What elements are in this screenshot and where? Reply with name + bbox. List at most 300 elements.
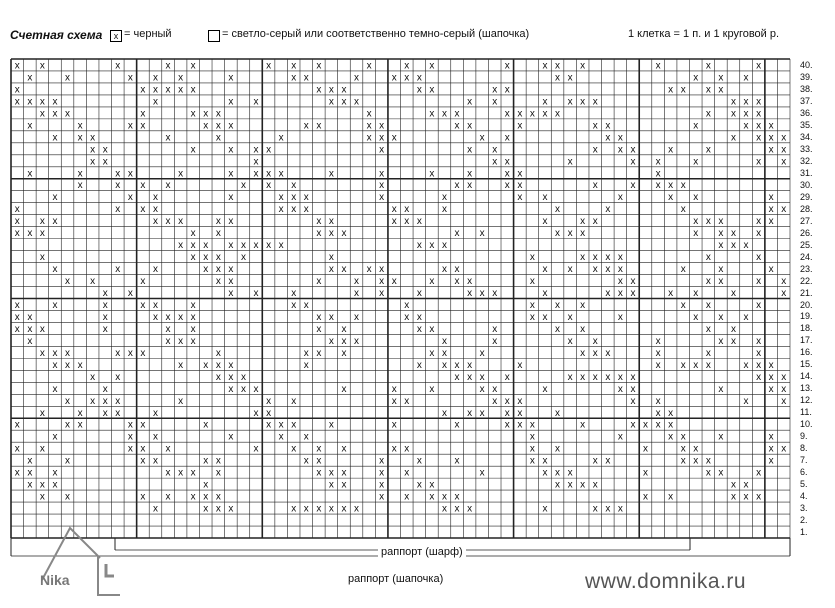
stitch-cross: x [617, 288, 623, 300]
stitch-cross: x [152, 431, 158, 443]
stitch-cross: x [379, 288, 385, 300]
stitch-cross: x [756, 216, 762, 228]
stitch-cross: x [291, 288, 297, 300]
stitch-cross: x [404, 395, 410, 407]
stitch-cross: x [580, 252, 586, 264]
stitch-cross: x [617, 264, 623, 276]
stitch-cross: x [52, 467, 58, 479]
stitch-cross: x [328, 216, 334, 228]
stitch-cross: x [668, 419, 674, 431]
stitch-cross: x [240, 240, 246, 252]
stitch-cross: x [567, 467, 573, 479]
stitch-cross: x [781, 132, 787, 144]
stitch-cross: x [291, 60, 297, 72]
stitch-cross: x [27, 72, 33, 84]
stitch-cross: x [743, 120, 749, 132]
stitch-cross: x [115, 264, 121, 276]
stitch-cross: x [617, 252, 623, 264]
stitch-cross: x [379, 192, 385, 204]
stitch-cross: x [39, 491, 45, 503]
stitch-cross: x [467, 503, 473, 515]
stitch-cross: x [278, 168, 284, 180]
stitch-cross: x [178, 395, 184, 407]
stitch-cross: x [215, 276, 221, 288]
stitch-cross: x [705, 216, 711, 228]
stitch-cross: x [65, 347, 71, 359]
stitch-cross: x [705, 276, 711, 288]
stitch-cross: x [416, 323, 422, 335]
stitch-cross: x [492, 96, 498, 108]
stitch-cross: x [529, 108, 535, 120]
stitch-cross: x [529, 455, 535, 467]
stitch-cross: x [266, 168, 272, 180]
stitch-cross: x [303, 120, 309, 132]
stitch-cross: x [429, 479, 435, 491]
stitch-cross: x [756, 120, 762, 132]
stitch-cross: x [781, 204, 787, 216]
stitch-cross: x [266, 180, 272, 192]
stitch-cross: x [404, 467, 410, 479]
stitch-cross: x [190, 252, 196, 264]
stitch-cross: x [253, 383, 259, 395]
stitch-cross: x [404, 299, 410, 311]
row-label: 34. [800, 131, 813, 142]
stitch-cross: x [203, 120, 209, 132]
stitch-cross: x [555, 228, 561, 240]
stitch-cross: x [479, 228, 485, 240]
stitch-cross: x [190, 491, 196, 503]
stitch-cross: x [693, 72, 699, 84]
stitch-cross: x [655, 395, 661, 407]
stitch-cross: x [441, 240, 447, 252]
stitch-cross: x [630, 383, 636, 395]
row-label: 7. [800, 455, 808, 466]
stitch-cross: x [152, 192, 158, 204]
stitch-cross: x [555, 479, 561, 491]
stitch-cross: x [379, 168, 385, 180]
stitch-cross: x [643, 491, 649, 503]
stitch-cross: x [379, 144, 385, 156]
stitch-cross: x [592, 503, 598, 515]
stitch-cross: x [203, 240, 209, 252]
stitch-cross: x [504, 371, 510, 383]
stitch-cross: x [605, 264, 611, 276]
stitch-cross: x [115, 407, 121, 419]
stitch-cross: x [291, 395, 297, 407]
row-label: 4. [800, 491, 808, 502]
legend-black-label: = черный [124, 28, 172, 40]
stitch-cross: x [416, 84, 422, 96]
stitch-cross: x [492, 383, 498, 395]
stitch-cross: x [316, 60, 322, 72]
stitch-cross: x [203, 359, 209, 371]
stitch-cross: x [404, 204, 410, 216]
stitch-cross: x [416, 240, 422, 252]
stitch-cross: x [215, 359, 221, 371]
stitch-cross: x [354, 335, 360, 347]
stitch-cross: x [592, 180, 598, 192]
stitch-cross: x [27, 96, 33, 108]
stitch-cross: x [152, 264, 158, 276]
stitch-cross: x [52, 359, 58, 371]
stitch-cross: x [341, 383, 347, 395]
stitch-cross: x [266, 240, 272, 252]
stitch-cross: x [203, 264, 209, 276]
stitch-cross: x [555, 204, 561, 216]
stitch-cross: x [115, 60, 121, 72]
stitch-cross: x [341, 323, 347, 335]
stitch-cross: x [278, 132, 284, 144]
row-label: 35. [800, 119, 813, 130]
stitch-cross: x [467, 120, 473, 132]
stitch-cross: x [215, 228, 221, 240]
stitch-cross: x [416, 479, 422, 491]
stitch-cross: x [27, 335, 33, 347]
stitch-cross: x [693, 455, 699, 467]
stitch-cross: x [39, 252, 45, 264]
stitch-cross: x [228, 192, 234, 204]
row-label: 38. [800, 83, 813, 94]
stitch-cross: x [115, 395, 121, 407]
stitch-cross: x [441, 264, 447, 276]
stitch-cross: x [605, 204, 611, 216]
stitch-cross: x [404, 216, 410, 228]
legend-black-swatch: x [110, 30, 122, 42]
stitch-cross: x [215, 503, 221, 515]
stitch-cross: x [240, 252, 246, 264]
stitch-cross: x [291, 503, 297, 515]
stitch-cross: x [391, 72, 397, 84]
stitch-cross: x [102, 144, 108, 156]
stitch-cross: x [404, 60, 410, 72]
stitch-cross: x [768, 192, 774, 204]
stitch-cross: x [655, 156, 661, 168]
stitch-cross: x [529, 419, 535, 431]
stitch-cross: x [517, 359, 523, 371]
stitch-cross: x [467, 407, 473, 419]
stitch-cross: x [253, 288, 259, 300]
stitch-cross: x [781, 443, 787, 455]
stitch-cross: x [190, 323, 196, 335]
stitch-cross: x [756, 467, 762, 479]
stitch-cross: x [555, 407, 561, 419]
stitch-cross: x [730, 323, 736, 335]
stitch-cross: x [504, 419, 510, 431]
stitch-cross: x [228, 371, 234, 383]
row-label: 17. [800, 335, 813, 346]
stitch-cross: x [718, 228, 724, 240]
stitch-cross: x [102, 407, 108, 419]
stitch-cross: x [416, 288, 422, 300]
stitch-cross: x [291, 419, 297, 431]
stitch-cross: x [152, 311, 158, 323]
stitch-cross: x [178, 168, 184, 180]
stitch-cross: x [517, 395, 523, 407]
row-label: 25. [800, 239, 813, 250]
row-label: 23. [800, 263, 813, 274]
row-label: 24. [800, 251, 813, 262]
stitch-cross: x [743, 72, 749, 84]
stitch-cross: x [291, 192, 297, 204]
stitch-cross: x [190, 84, 196, 96]
stitch-cross: x [65, 359, 71, 371]
stitch-cross: x [190, 60, 196, 72]
stitch-cross: x [756, 132, 762, 144]
stitch-cross: x [152, 204, 158, 216]
stitch-cross: x [542, 311, 548, 323]
stitch-cross: x [492, 395, 498, 407]
stitch-cross: x [705, 252, 711, 264]
stitch-cross: x [617, 383, 623, 395]
stitch-cross: x [316, 311, 322, 323]
stitch-cross: x [341, 335, 347, 347]
stitch-cross: x [178, 467, 184, 479]
stitch-cross: x [542, 108, 548, 120]
stitch-cross: x [39, 443, 45, 455]
stitch-cross: x [680, 443, 686, 455]
stitch-cross: x [190, 240, 196, 252]
stitch-cross: x [454, 503, 460, 515]
stitch-cross: x [127, 168, 133, 180]
stitch-cross: x [14, 419, 20, 431]
stitch-cross: x [429, 276, 435, 288]
stitch-cross: x [366, 264, 372, 276]
stitch-cross: x [215, 347, 221, 359]
stitch-cross: x [316, 323, 322, 335]
stitch-cross: x [341, 84, 347, 96]
stitch-cross: x [718, 383, 724, 395]
stitch-cross: x [404, 491, 410, 503]
stitch-cross: x [718, 240, 724, 252]
stitch-cross: x [479, 371, 485, 383]
stitch-cross: x [152, 72, 158, 84]
stitch-cross: x [215, 371, 221, 383]
stitch-cross: x [39, 108, 45, 120]
stitch-cross: x [379, 479, 385, 491]
stitch-cross: x [479, 467, 485, 479]
stitch-cross: x [316, 84, 322, 96]
stitch-cross: x [102, 156, 108, 168]
stitch-cross: x [102, 311, 108, 323]
stitch-cross: x [39, 347, 45, 359]
stitch-cross: x [592, 264, 598, 276]
row-label: 27. [800, 215, 813, 226]
stitch-cross: x [316, 455, 322, 467]
stitch-cross: x [567, 228, 573, 240]
stitch-cross: x [492, 323, 498, 335]
stitch-cross: x [416, 72, 422, 84]
stitch-cross: x [517, 192, 523, 204]
legend-gray-label: = светло-серый или соответственно темно-серый (шапочка) [222, 28, 530, 40]
stitch-cross: x [756, 371, 762, 383]
stitch-cross: x [291, 180, 297, 192]
stitch-cross: x [190, 144, 196, 156]
stitch-cross: x [580, 216, 586, 228]
stitch-cross: x [27, 228, 33, 240]
stitch-cross: x [454, 108, 460, 120]
stitch-cross: x [391, 276, 397, 288]
stitch-cross: x [655, 347, 661, 359]
stitch-cross: x [90, 276, 96, 288]
stitch-cross: x [705, 323, 711, 335]
stitch-cross: x [127, 443, 133, 455]
stitch-cross: x [605, 120, 611, 132]
stitch-cross: x [102, 323, 108, 335]
stitch-cross: x [705, 144, 711, 156]
row-label: 28. [800, 203, 813, 214]
stitch-cross: x [768, 216, 774, 228]
stitch-cross: x [228, 276, 234, 288]
stitch-cross: x [416, 455, 422, 467]
stitch-cross: x [504, 60, 510, 72]
stitch-cross: x [693, 311, 699, 323]
stitch-cross: x [228, 120, 234, 132]
stitch-cross: x [743, 108, 749, 120]
stitch-cross: x [14, 204, 20, 216]
stitch-cross: x [668, 144, 674, 156]
stitch-cross: x [228, 431, 234, 443]
stitch-cross: x [454, 359, 460, 371]
row-label: 21. [800, 287, 813, 298]
stitch-cross: x [77, 419, 83, 431]
stitch-cross: x [743, 491, 749, 503]
stitch-cross: x [693, 228, 699, 240]
stitch-cross: x [328, 84, 334, 96]
stitch-cross: x [190, 299, 196, 311]
stitch-cross: x [328, 264, 334, 276]
stitch-cross: x [354, 276, 360, 288]
stitch-cross: x [152, 299, 158, 311]
stitch-cross: x [580, 96, 586, 108]
stitch-cross: x [479, 347, 485, 359]
stitch-cross: x [102, 395, 108, 407]
stitch-cross: x [278, 419, 284, 431]
repeat-hat-label: раппорт (шапочка) [345, 573, 446, 585]
stitch-cross: x [391, 204, 397, 216]
stitch-cross: x [77, 120, 83, 132]
stitch-cross: x [316, 216, 322, 228]
stitch-cross: x [27, 455, 33, 467]
stitch-cross: x [253, 240, 259, 252]
stitch-cross: x [542, 192, 548, 204]
stitch-cross: x [90, 132, 96, 144]
nika-logo-icon [40, 520, 125, 600]
stitch-cross: x [190, 467, 196, 479]
stitch-cross: x [756, 299, 762, 311]
stitch-cross: x [39, 96, 45, 108]
stitch-cross: x [178, 84, 184, 96]
stitch-cross: x [504, 407, 510, 419]
stitch-cross: x [517, 108, 523, 120]
stitch-cross: x [328, 503, 334, 515]
stitch-cross: x [517, 180, 523, 192]
stitch-cross: x [240, 371, 246, 383]
stitch-cross: x [228, 383, 234, 395]
stitch-cross: x [140, 204, 146, 216]
stitch-cross: x [592, 144, 598, 156]
stitch-cross: x [454, 455, 460, 467]
stitch-cross: x [328, 479, 334, 491]
stitch-cross: x [454, 276, 460, 288]
stitch-cross: x [705, 60, 711, 72]
stitch-cross: x [190, 108, 196, 120]
stitch-cross: x [52, 299, 58, 311]
stitch-cross: x [228, 216, 234, 228]
stitch-cross: x [617, 431, 623, 443]
stitch-cross: x [303, 72, 309, 84]
stitch-cross: x [379, 491, 385, 503]
stitch-cross: x [266, 144, 272, 156]
stitch-cross: x [115, 168, 121, 180]
stitch-cross: x [467, 144, 473, 156]
stitch-cross: x [328, 419, 334, 431]
stitch-cross: x [391, 132, 397, 144]
stitch-cross: x [14, 84, 20, 96]
stitch-cross: x [605, 503, 611, 515]
stitch-cross: x [768, 120, 774, 132]
stitch-cross: x [77, 132, 83, 144]
stitch-cross: x [467, 96, 473, 108]
stitch-cross: x [693, 156, 699, 168]
stitch-cross: x [643, 419, 649, 431]
stitch-cross: x [441, 108, 447, 120]
stitch-cross: x [253, 407, 259, 419]
stitch-cross: x [52, 479, 58, 491]
row-label: 39. [800, 71, 813, 82]
stitch-cross: x [341, 467, 347, 479]
stitch-cross: x [366, 120, 372, 132]
stitch-cross: x [605, 252, 611, 264]
stitch-cross: x [655, 168, 661, 180]
stitch-cross: x [441, 503, 447, 515]
stitch-cross: x [668, 491, 674, 503]
stitch-cross: x [140, 419, 146, 431]
stitch-cross: x [165, 84, 171, 96]
stitch-cross: x [592, 96, 598, 108]
stitch-cross: x [152, 407, 158, 419]
stitch-cross: x [39, 479, 45, 491]
stitch-cross: x [743, 240, 749, 252]
stitch-cross: x [592, 371, 598, 383]
row-label: 22. [800, 275, 813, 286]
row-label: 2. [800, 515, 808, 526]
scale-note: 1 клетка = 1 п. и 1 круговой р. [628, 28, 780, 40]
stitch-cross: x [52, 108, 58, 120]
stitch-cross: x [178, 240, 184, 252]
stitch-cross: x [592, 347, 598, 359]
row-label: 32. [800, 155, 813, 166]
stitch-cross: x [504, 108, 510, 120]
stitch-cross: x [467, 359, 473, 371]
stitch-cross: x [479, 407, 485, 419]
stitch-cross: x [253, 443, 259, 455]
stitch-cross: x [328, 311, 334, 323]
stitch-cross: x [203, 108, 209, 120]
stitch-cross: x [542, 288, 548, 300]
stitch-cross: x [781, 371, 787, 383]
stitch-cross: x [781, 383, 787, 395]
stitch-cross: x [366, 60, 372, 72]
stitch-cross: x [680, 359, 686, 371]
stitch-cross: x [39, 323, 45, 335]
stitch-cross: x [555, 108, 561, 120]
stitch-cross: x [228, 503, 234, 515]
stitch-cross: x [605, 455, 611, 467]
stitch-cross: x [743, 359, 749, 371]
stitch-cross: x [630, 419, 636, 431]
stitch-cross: x [215, 252, 221, 264]
stitch-cross: x [630, 276, 636, 288]
